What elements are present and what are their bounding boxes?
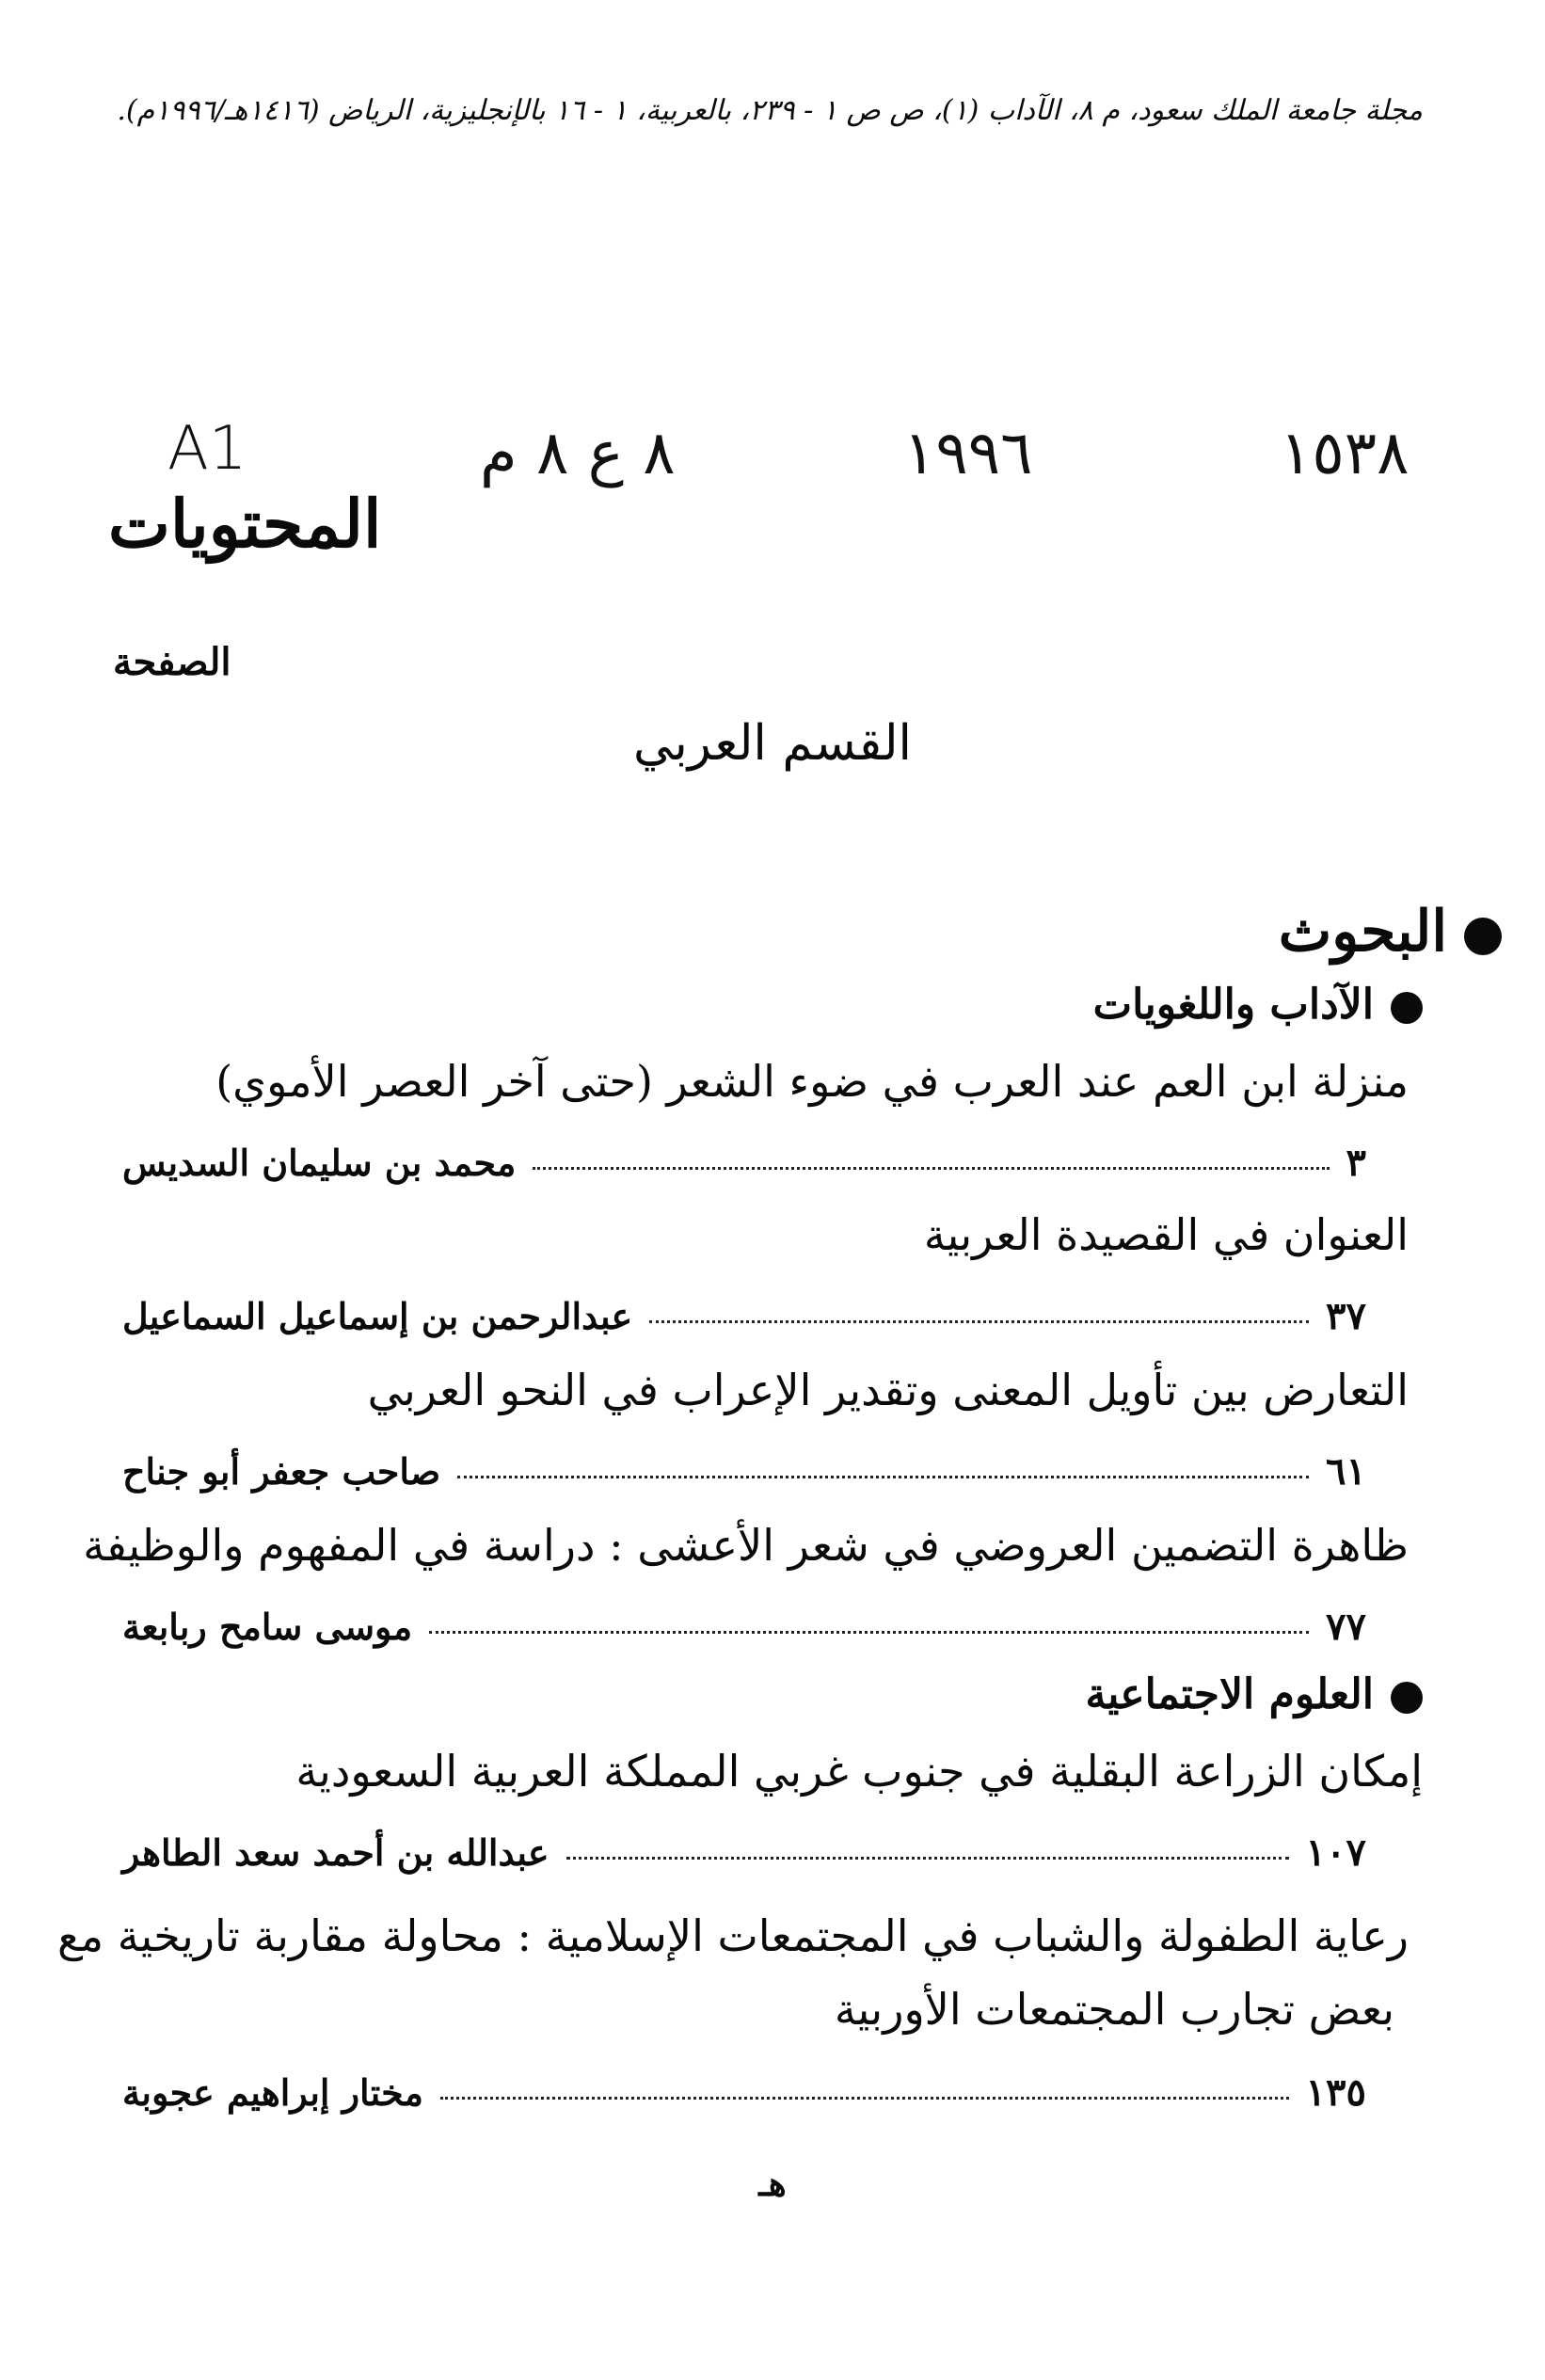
entry-title-line-2: بعض تجارب المجتمعات الأوربية <box>834 1984 1394 2035</box>
entry-row <box>122 1449 1366 1506</box>
bullet-icon <box>1464 918 1502 955</box>
entry-page: ٣ <box>1346 1141 1366 1185</box>
dot-leader <box>457 1476 1309 1478</box>
entry-title-line-1: رعاية الطفولة والشباب في المجتمعات الإسلامية : محاولة مقاربة تاريخية مع <box>57 1910 1409 1961</box>
research-heading <box>1279 899 1502 965</box>
entry-page: ٣٧ <box>1326 1294 1366 1338</box>
entry-author: عبدالله بن أحمد سعد الطاهر <box>122 1831 550 1874</box>
entry-author: صاحب جعفر أبو جناح <box>122 1450 441 1493</box>
entry-author: محمد بن سليمان السديس <box>122 1142 517 1184</box>
entry-title: إمكان الزراعة البقلية في جنوب غربي المملكة العربية السعودية <box>295 1746 1423 1797</box>
handwritten-serial: ١٥٣٨ <box>1280 419 1410 488</box>
page-column-label: الصفحة <box>113 640 231 684</box>
handwritten-volume-part: ٨ ع ٨ م <box>480 419 676 488</box>
group-heading-literature <box>1093 981 1423 1029</box>
entry-title: التعارض بين تأويل المعنى وتقدير الإعراب في النحو العربي <box>367 1365 1409 1415</box>
entry-row <box>122 1141 1366 1197</box>
entry-page: ٦١ <box>1326 1449 1366 1493</box>
handwritten-year: ١٩٩٦ <box>903 419 1033 488</box>
group-heading-text: العلوم الاجتماعية <box>1085 1670 1374 1718</box>
page-footer-mark: هـ <box>758 2164 787 2204</box>
entry-row <box>122 1830 1366 1887</box>
bullet-icon <box>1391 1682 1423 1714</box>
entry-author: موسى سامح ربابعة <box>122 1605 413 1648</box>
entry-row <box>122 1294 1366 1350</box>
entry-author: عبدالرحمن بن إسماعيل السماعيل <box>122 1295 633 1337</box>
entry-page: ١٣٥ <box>1305 2070 1366 2115</box>
dot-leader <box>566 1857 1289 1860</box>
bullet-icon <box>1391 992 1423 1024</box>
entry-row <box>122 2070 1366 2127</box>
entry-page: ٧٧ <box>1326 1605 1366 1649</box>
entry-title: ظاهرة التضمين العروضي في شعر الأعشى : دراسة في المفهوم والوظيفة <box>83 1520 1409 1571</box>
dot-leader <box>440 2097 1289 2100</box>
contents-title: المحتويات <box>108 485 382 563</box>
group-heading-text: الآداب واللغويات <box>1092 981 1374 1029</box>
group-heading-social-sciences <box>1086 1670 1423 1718</box>
dot-leader <box>533 1167 1329 1170</box>
entry-page: ١٠٧ <box>1305 1830 1366 1875</box>
entry-title: منزلة ابن العم عند العرب في ضوء الشعر (حتى آخر العصر الأموي) <box>215 1056 1409 1107</box>
dot-leader <box>649 1320 1309 1323</box>
research-heading-text: البحوث <box>1278 899 1447 965</box>
journal-citation: مجلة جامعة الملك سعود، م ٨، الآداب (١)، ص ص ١ - ٢٣٩، بالعربية، ١ - ١٦ بالإنجليزية، الرياض (١٤١٦هـ/١٩٩٦م). <box>117 94 1423 127</box>
entry-row <box>122 1605 1366 1661</box>
entry-title: العنوان في القصيدة العربية <box>923 1209 1409 1260</box>
section-title: القسم العربي <box>632 715 912 772</box>
entry-author: مختار إبراهيم عجوبة <box>122 2071 423 2114</box>
dot-leader <box>429 1631 1309 1634</box>
handwritten-code: A1 <box>167 414 247 484</box>
